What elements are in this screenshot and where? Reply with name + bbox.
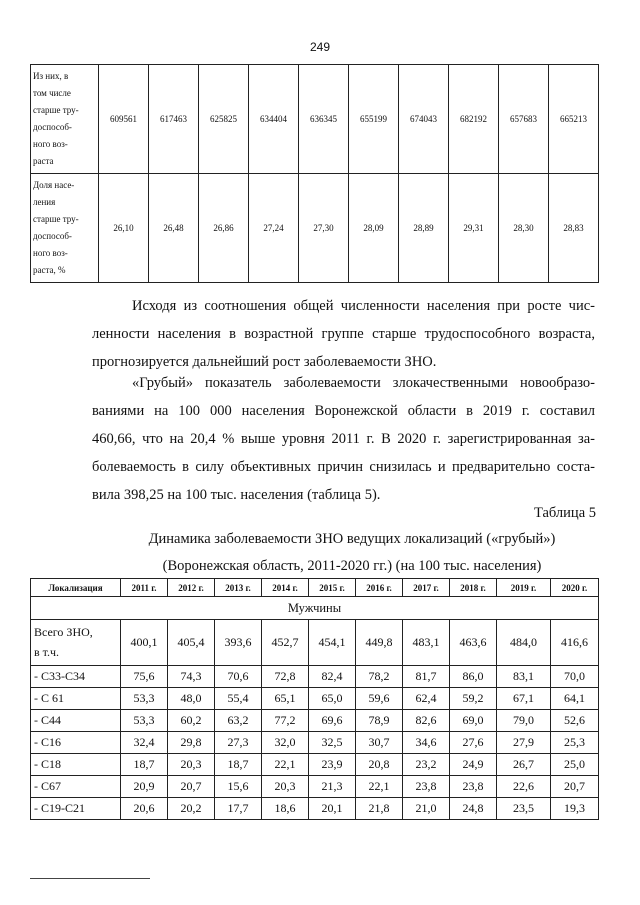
table-cell: 449,8 xyxy=(356,620,403,666)
table-row xyxy=(31,710,599,732)
row-label: - С16 xyxy=(31,732,121,754)
table-cell: 454,1 xyxy=(309,620,356,666)
table-header-row xyxy=(31,579,599,597)
table-row xyxy=(31,798,599,820)
table-row xyxy=(31,620,599,666)
row-label: - С44 xyxy=(31,710,121,732)
table-cell: 86,0 xyxy=(450,666,497,688)
table-cell: 27,6 xyxy=(450,732,497,754)
table-cell: 59,2 xyxy=(450,688,497,710)
table-cell: 27,3 xyxy=(215,732,262,754)
row-label-line: ного воз- xyxy=(33,139,68,149)
table-row xyxy=(31,688,599,710)
table-cell: 79,0 xyxy=(497,710,551,732)
table-cell: 70,6 xyxy=(215,666,262,688)
table-cell: 82,4 xyxy=(309,666,356,688)
table-cell: 17,7 xyxy=(215,798,262,820)
column-header: 2016 г. xyxy=(356,579,403,597)
table-cell: 29,31 xyxy=(449,174,499,283)
paragraph-line: прогнозируется дальнейший рост заболеваемости ЗНО. xyxy=(92,354,437,370)
row-label: - С18 xyxy=(31,754,121,776)
table-cell: 81,7 xyxy=(403,666,450,688)
table-cell: 609561 xyxy=(99,65,149,174)
table-cell: 21,8 xyxy=(356,798,403,820)
table-cell: 416,6 xyxy=(551,620,599,666)
table-cell: 20,7 xyxy=(551,776,599,798)
table-cell: 20,2 xyxy=(168,798,215,820)
table-cell: 65,1 xyxy=(262,688,309,710)
table-cell: 393,6 xyxy=(215,620,262,666)
table-cell: 32,5 xyxy=(309,732,356,754)
table-cell: 23,8 xyxy=(450,776,497,798)
table-cell: 48,0 xyxy=(168,688,215,710)
table-cell: 23,9 xyxy=(309,754,356,776)
table-cell: 617463 xyxy=(149,65,199,174)
paragraph-line: «Грубый» показатель заболеваемости злокачественными новообразо- xyxy=(132,375,595,391)
footnote-divider xyxy=(30,878,150,879)
table-cell: 21,3 xyxy=(309,776,356,798)
table-row xyxy=(31,666,599,688)
row-label-line: Всего ЗНО, xyxy=(34,625,93,639)
table-cell: 69,6 xyxy=(309,710,356,732)
row-label-line: том числе xyxy=(33,88,71,98)
column-header: 2012 г. xyxy=(168,579,215,597)
table-cell: 63,2 xyxy=(215,710,262,732)
table-cell: 27,24 xyxy=(249,174,299,283)
table-cell: 75,6 xyxy=(121,666,168,688)
table-cell: 655199 xyxy=(349,65,399,174)
paragraph-line: ваниями на 100 000 населения Воронежской области в 2019 г. составил xyxy=(92,403,595,419)
row-label-line: старше тру- xyxy=(33,214,79,224)
section-row xyxy=(31,597,599,620)
table-label: Таблица 5 xyxy=(533,505,596,521)
table-cell: 78,2 xyxy=(356,666,403,688)
table-cell: 69,0 xyxy=(450,710,497,732)
table-title-line: Динамика заболеваемости ЗНО ведущих локализаций («грубый») xyxy=(148,531,556,547)
paragraph-line: 460,66, что на 20,4 % выше уровня 2011 г. В 2020 г. зарегистрированная за- xyxy=(92,431,595,447)
row-label xyxy=(31,65,99,174)
table-cell: 67,1 xyxy=(497,688,551,710)
table-cell: 23,5 xyxy=(497,798,551,820)
table-cell: 26,86 xyxy=(199,174,249,283)
table-cell: 463,6 xyxy=(450,620,497,666)
table-cell: 30,7 xyxy=(356,732,403,754)
table-cell: 22,1 xyxy=(356,776,403,798)
paragraph-line: Исходя из соотношения общей численности населения при росте чис- xyxy=(132,298,595,314)
paragraph-line: болеваемость в силу объективных причин снизилась и предварительно соста- xyxy=(92,459,595,475)
section-label: Мужчины xyxy=(31,597,599,620)
column-header: 2017 г. xyxy=(403,579,450,597)
row-label-line: ного воз- xyxy=(33,248,68,258)
table-cell: 18,7 xyxy=(121,754,168,776)
table-row xyxy=(31,754,599,776)
table-cell: 27,30 xyxy=(299,174,349,283)
table-cell: 28,09 xyxy=(349,174,399,283)
table-cell: 23,8 xyxy=(403,776,450,798)
row-label: - С 61 xyxy=(31,688,121,710)
column-header: 2014 г. xyxy=(262,579,309,597)
table-cell: 657683 xyxy=(499,65,549,174)
table-cell: 625825 xyxy=(199,65,249,174)
table-cell: 20,3 xyxy=(168,754,215,776)
table-cell: 674043 xyxy=(399,65,449,174)
row-label-line: старше тру- xyxy=(33,105,79,115)
table-cell: 28,83 xyxy=(549,174,599,283)
table-cell: 25,0 xyxy=(551,754,599,776)
column-header: 2020 г. xyxy=(551,579,599,597)
table-cell: 19,3 xyxy=(551,798,599,820)
paragraph-2 xyxy=(92,369,595,509)
table-cell: 20,7 xyxy=(168,776,215,798)
row-label-line: в т.ч. xyxy=(34,645,60,659)
row-label-line: доспособ- xyxy=(33,122,72,132)
table-cell: 24,9 xyxy=(450,754,497,776)
table-cell: 64,1 xyxy=(551,688,599,710)
table-cell: 26,48 xyxy=(149,174,199,283)
table-cell: 52,6 xyxy=(551,710,599,732)
incidence-table xyxy=(30,578,599,820)
table-cell: 18,7 xyxy=(215,754,262,776)
table-cell: 77,2 xyxy=(262,710,309,732)
row-label-line: раста xyxy=(33,156,54,166)
row-label xyxy=(31,620,121,666)
table-cell: 82,6 xyxy=(403,710,450,732)
table-cell: 65,0 xyxy=(309,688,356,710)
table-cell: 27,9 xyxy=(497,732,551,754)
table-cell: 20,8 xyxy=(356,754,403,776)
table-cell: 60,2 xyxy=(168,710,215,732)
row-label: - С19-С21 xyxy=(31,798,121,820)
table-cell: 25,3 xyxy=(551,732,599,754)
table-cell: 53,3 xyxy=(121,710,168,732)
table-row xyxy=(31,776,599,798)
paragraph-line: ленности населения в возрастной группе старше трудоспособного возраста, xyxy=(92,326,595,342)
column-header: 2013 г. xyxy=(215,579,262,597)
table-cell: 22,6 xyxy=(497,776,551,798)
page-number: 249 xyxy=(309,40,331,54)
column-header: 2015 г. xyxy=(309,579,356,597)
table-row xyxy=(31,732,599,754)
row-label-line: ления xyxy=(33,197,56,207)
table-cell: 83,1 xyxy=(497,666,551,688)
table-cell: 29,8 xyxy=(168,732,215,754)
column-header: 2018 г. xyxy=(450,579,497,597)
table-cell: 20,6 xyxy=(121,798,168,820)
table-cell: 78,9 xyxy=(356,710,403,732)
table-title xyxy=(92,526,612,580)
table-cell: 26,10 xyxy=(99,174,149,283)
row-label: - С67 xyxy=(31,776,121,798)
table-cell: 59,6 xyxy=(356,688,403,710)
row-label-line: Доля насе- xyxy=(33,180,75,190)
row-label xyxy=(31,174,99,283)
row-label-line: Из них, в xyxy=(33,71,69,81)
column-header: Локализация xyxy=(31,579,121,597)
table-cell: 62,4 xyxy=(403,688,450,710)
table-cell: 21,0 xyxy=(403,798,450,820)
table-row xyxy=(31,65,599,174)
table-cell: 15,6 xyxy=(215,776,262,798)
table-cell: 23,2 xyxy=(403,754,450,776)
table-cell: 20,9 xyxy=(121,776,168,798)
table-cell: 20,1 xyxy=(309,798,356,820)
table-cell: 636345 xyxy=(299,65,349,174)
table-cell: 24,8 xyxy=(450,798,497,820)
paragraph-line: вила 398,25 на 100 тыс. населения (таблица 5). xyxy=(92,487,381,503)
table-cell: 28,30 xyxy=(499,174,549,283)
table-cell: 400,1 xyxy=(121,620,168,666)
table-cell: 665213 xyxy=(549,65,599,174)
table-cell: 634404 xyxy=(249,65,299,174)
column-header: 2011 г. xyxy=(121,579,168,597)
paragraph-1 xyxy=(92,292,595,376)
table-cell: 72,8 xyxy=(262,666,309,688)
table-cell: 452,7 xyxy=(262,620,309,666)
table-cell: 483,1 xyxy=(403,620,450,666)
table-cell: 32,4 xyxy=(121,732,168,754)
table-row xyxy=(31,174,599,283)
table-cell: 20,3 xyxy=(262,776,309,798)
table-cell: 34,6 xyxy=(403,732,450,754)
row-label-line: доспособ- xyxy=(33,231,72,241)
table-cell: 74,3 xyxy=(168,666,215,688)
table-cell: 32,0 xyxy=(262,732,309,754)
table-cell: 26,7 xyxy=(497,754,551,776)
table-cell: 405,4 xyxy=(168,620,215,666)
table-cell: 55,4 xyxy=(215,688,262,710)
table-cell: 70,0 xyxy=(551,666,599,688)
row-label-line: раста, % xyxy=(33,265,66,275)
row-label: - С33-С34 xyxy=(31,666,121,688)
column-header: 2019 г. xyxy=(497,579,551,597)
table-cell: 18,6 xyxy=(262,798,309,820)
table-cell: 682192 xyxy=(449,65,499,174)
population-table xyxy=(30,64,599,283)
table-cell: 22,1 xyxy=(262,754,309,776)
table-cell: 28,89 xyxy=(399,174,449,283)
table-cell: 484,0 xyxy=(497,620,551,666)
table-title-line: (Воронежская область, 2011-2020 гг.) (на 100 тыс. населения) xyxy=(162,558,542,574)
table-cell: 53,3 xyxy=(121,688,168,710)
